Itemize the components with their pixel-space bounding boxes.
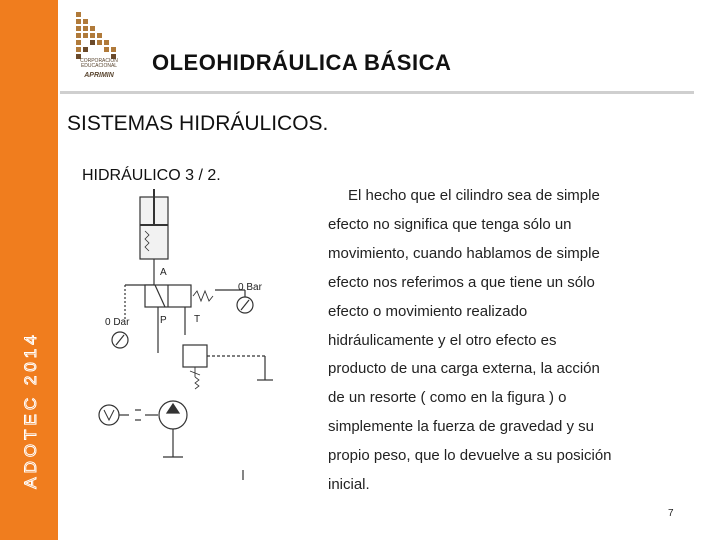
valve-spring-icon xyxy=(193,291,213,301)
body-line: propio peso, que lo devuelve a su posición xyxy=(328,447,612,465)
body-line: efecto o movimiento realizado xyxy=(328,302,528,320)
gauge-right-label: 0 Bar xyxy=(238,282,262,293)
body-line: producto de una carga externa, la acción xyxy=(328,360,600,378)
body-line: de un resorte ( como en la figura ) o xyxy=(328,389,567,407)
hydraulic-circuit-diagram xyxy=(95,185,280,485)
body-line: El hecho que el cilindro sea de simple xyxy=(348,187,600,204)
body-line: inicial. xyxy=(328,476,370,494)
body-line: efecto no significa que tenga sólo un xyxy=(328,215,572,233)
side-watermark-text: ADOTEC 2014 xyxy=(21,331,40,489)
section-subtitle: SISTEMAS HIDRÁULICOS. xyxy=(67,112,329,135)
motor-icon xyxy=(99,405,119,425)
body-line: movimiento, cuando hablamos de simple xyxy=(328,244,600,262)
logo-caption: CORPORACIÓN EDUCACIONAL xyxy=(80,58,118,69)
port-a-label: A xyxy=(160,267,167,278)
port-p-label: P xyxy=(160,315,167,326)
body-line: efecto nos referimos a que tiene un sólo xyxy=(328,273,595,291)
logo-brand: APRIMIN xyxy=(84,72,114,79)
relief-valve-icon xyxy=(183,345,207,367)
gauge-left-label: 0 Dar xyxy=(105,317,130,328)
body-line: hidráulicamente y el otro efecto es xyxy=(328,331,557,349)
port-t-label: T xyxy=(194,314,201,325)
body-line: simplemente la fuerza de gravedad y su xyxy=(328,418,594,436)
body-paragraph xyxy=(328,182,688,500)
page-number: 7 xyxy=(668,508,674,519)
page-title: OLEOHIDRÁULICA BÁSICA xyxy=(152,50,452,75)
header-divider xyxy=(60,91,694,94)
section-heading: HIDRÁULICO 3 / 2. xyxy=(82,167,221,184)
